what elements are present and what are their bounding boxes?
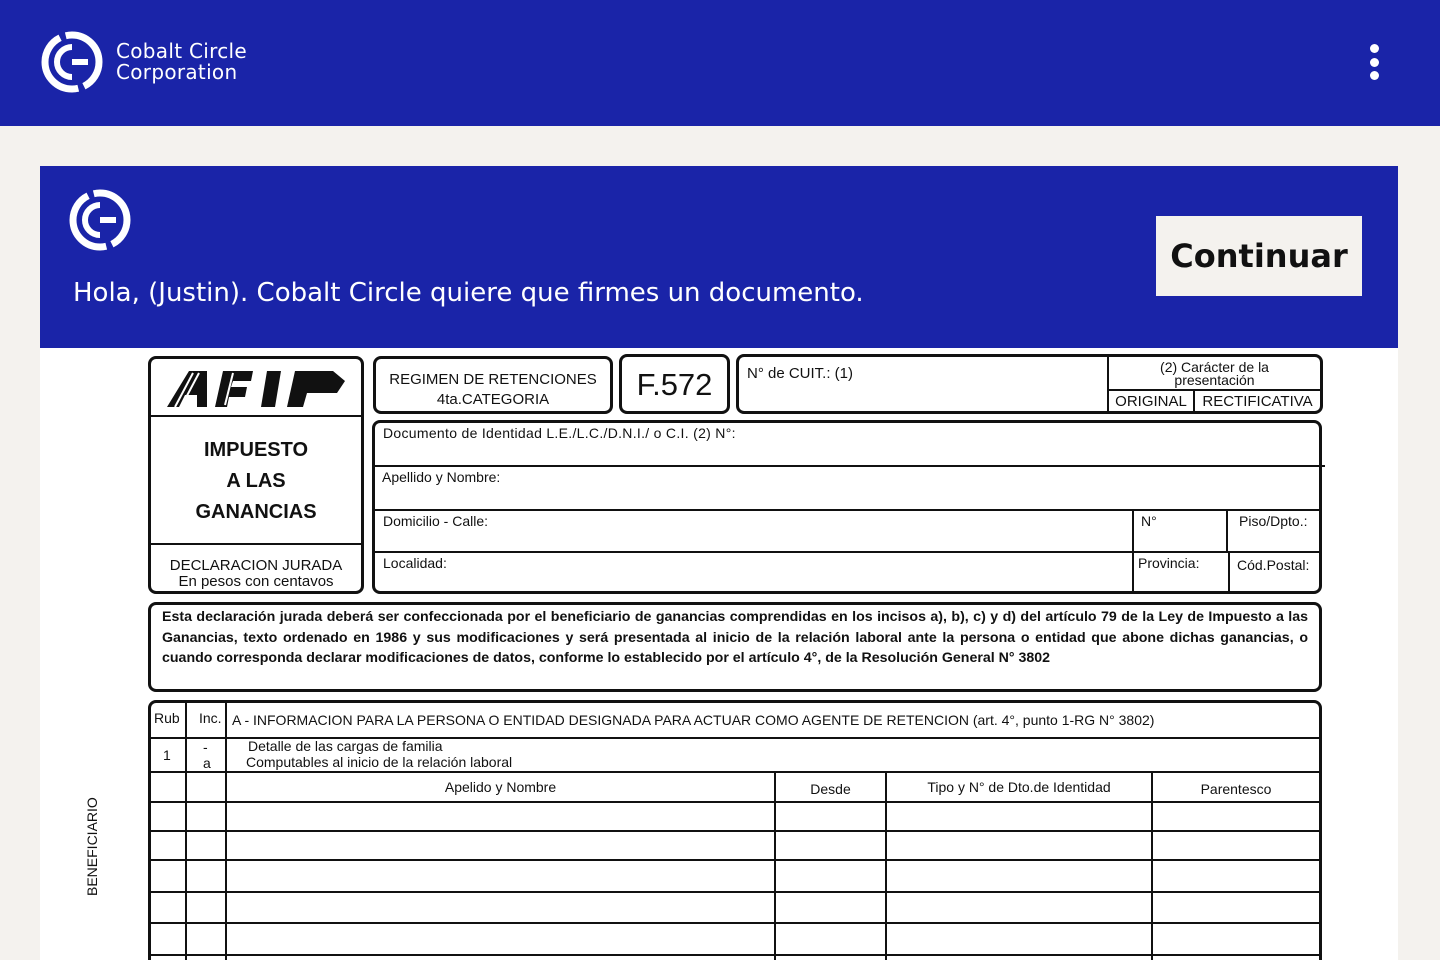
tax-title (151, 435, 361, 528)
row1-rub: 1 (163, 747, 171, 763)
apellido-label: Apellido y Nombre: (382, 469, 501, 485)
notice-text: Esta declaración jurada deberá ser confeccionada por el beneficiario de ganancias comprendidas en los incisos a), b), c) y d) del artículo 79 de la Ley de Impuesto a las Ganancias, texto ordenado en 1986 y sus modificaciones y será presentada al inicio de la relación laboral ante la persona o entidad que abone dichas ganancias, o cuando corresponda declarar modificaciones de datos, conforme lo establecido por el artículo 4°, de la Resolución General N° 3802 (162, 609, 1308, 667)
tax-title-line-3: GANANCIAS (195, 501, 317, 523)
signing-banner (40, 166, 1398, 348)
greeting-message: Hola, (Justin). Cobalt Circle quiere que firmes un documento. (73, 278, 864, 308)
signing-card (40, 166, 1398, 960)
doc-id-label: Documento de Identidad L.E./L.C./D.N.I./ o C.I. (2) N°: (383, 425, 736, 441)
brand-line-1: Cobalt Circle (116, 39, 247, 63)
row1-detail-1: Detalle de las cargas de familia (248, 738, 443, 754)
original-option[interactable]: ORIGINAL (1115, 393, 1187, 410)
codpostal-label: Cód.Postal: (1237, 557, 1310, 573)
col-parentesco-header: Parentesco (1200, 781, 1272, 797)
inc-header: Inc. (199, 710, 222, 726)
circle-logo-icon (68, 188, 132, 252)
continue-button[interactable]: Continuar (1156, 216, 1362, 296)
circle-logo-icon (40, 30, 104, 94)
cuit-box (736, 354, 1323, 414)
col-apellido-header: Apelido y Nombre (444, 779, 557, 795)
provincia-label: Provincia: (1138, 555, 1200, 571)
beneficiario-side-label: BENEFICIARIO (84, 797, 100, 896)
decl-line-2: En pesos con centavos (178, 573, 334, 590)
regimen-line-2: 4ta.CATEGORIA (436, 391, 550, 408)
tax-title-line-2: A LAS (226, 470, 286, 492)
numero-label: N° (1141, 513, 1157, 529)
top-navigation-bar (0, 0, 1440, 126)
notice-box (148, 602, 1322, 692)
form-number: F.572 (636, 367, 713, 402)
afip-logo (163, 367, 351, 411)
brand-name (116, 41, 247, 83)
kebab-menu-icon[interactable] (1364, 44, 1384, 80)
col-tipo-header: Tipo y N° de Dto.de Identidad (927, 779, 1111, 795)
caracter-label-line-1: (2) Carácter de la (1160, 359, 1269, 375)
regimen-box (373, 356, 613, 414)
form-number-box (619, 354, 730, 414)
rectificativa-option[interactable]: RECTIFICATIVA (1202, 393, 1313, 410)
piso-label: Piso/Dpto.: (1239, 513, 1308, 529)
row1-inc-bottom: a (203, 755, 211, 771)
localidad-label: Localidad: (383, 555, 447, 571)
brand-line-2: Corporation (116, 60, 238, 84)
afip-logo-text (351, 367, 352, 368)
identity-block (372, 420, 1322, 594)
domicilio-label: Domicilio - Calle: (383, 513, 489, 529)
caracter-label-line-2: presentación (1174, 372, 1255, 388)
section-title: A - INFORMACION PARA LA PERSONA O ENTIDAD DESIGNADA PARA ACTUAR COMO AGENTE DE RETENCION (art. 4°, punto 1-RG N° 3802) (232, 712, 1155, 728)
cuit-label: N° de CUIT.: (1) (747, 365, 854, 382)
tax-title-line-1: IMPUESTO (203, 439, 309, 461)
afip-logo-mark (163, 367, 351, 411)
afip-block (148, 356, 364, 594)
document-preview[interactable] (40, 348, 1398, 960)
caracter-label (1109, 361, 1320, 387)
row1-detail-2: Computables al inicio de la relación laboral (246, 754, 513, 770)
cargas-table (148, 700, 1322, 960)
col-desde-header: Desde (810, 781, 851, 797)
brand-logo[interactable] (40, 30, 247, 94)
regimen-line-1: REGIMEN DE RETENCIONES (389, 371, 597, 388)
decl-line-1: DECLARACION JURADA (169, 557, 343, 574)
row1-inc-top: - (203, 739, 208, 755)
rub-header: Rub (154, 710, 180, 726)
